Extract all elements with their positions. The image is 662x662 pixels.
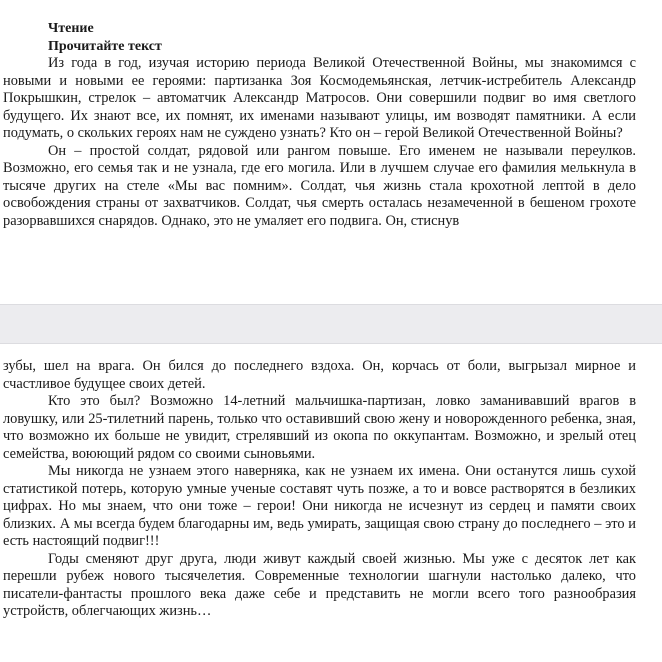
page-2-text [3,358,636,621]
paragraph-2-continuation: зубы, шел на врага. Он бился до последнего вздоха. Он, корчась от боли, выгрызал мирное и счастливое будущее своих детей. [3,358,636,392]
reading-instruction: Прочитайте текст [48,38,162,54]
page-separator [0,304,662,344]
paragraph-4: Мы никогда не узнаем этого наверняка, как не узнаем их имена. Они останутся лишь сухой статистикой потерь, которую умные ученые составят чуть позже, а то и вовсе растворятся в безликих цифрах. Но мы знаем, что они тоже – герои! Они никогда не исчезнут из сердец и памяти своих близких. А мы всегда будем благодарны им, ведь умирать, защищая свою страну до последнего – это и есть настоящий подвиг!!! [3,463,636,549]
paragraph-3: Кто это был? Возможно 14-летний мальчишка-партизан, ловко заманивавший врагов в ловушку, или 25-тилетний парень, только что оставивший свою жену и новорожденного ребенка, зная, что возможно их больше не увидит, стрелявший из окопа по оккупантам. Возможно, и зрелый отец семейства, воюющий рядом со своими сыновьями. [3,393,636,462]
paragraph-5: Годы сменяют друг друга, люди живут каждый своей жизнью. Мы уже с десяток лет как перешли рубеж нового тысячелетия. Современные технологии шагнули настолько далеко, что писатели-фантасты прошлого века даже себе и представить не могли всего того разнообразия устройств, облегчающих жизнь… [3,550,636,619]
section-title: Чтение [48,21,94,36]
document-page-2 [0,344,662,662]
paragraph-2: Он – простой солдат, рядовой или рангом повыше. Его именем не называли переулков. Возможно, его семья так и не узнала, где его могила. Или в лучшем случае его фамилия мелькнула в тысяче других на стеле «Мы вас помним». Солдат, чья жизнь стала крохотной лептой в дело освобождения страны от захватчиков. Солдат, чья смерть осталась незамеченной в бешеном грохоте разорвавшихся снарядов. Однако, это не умаляет его подвига. Он, стиснув [3,142,636,229]
document-page-1 [0,0,662,304]
paragraph-1: Из года в год, изучая историю периода Великой Отечественной Войны, мы знакомимся с новыми и новыми ее героями: партизанка Зоя Космодемьянская, летчик-истребитель Александр Покрышкин, стрелок – автоматчик Александр Матросов. Они совершили подвиг во имя светлого будущего. Их знают все, их помнят, их именами называют улицы, им возводят памятники. А если подумать, о скольких героях нам не суждено узнать? Кто он – герой Великой Отечественной Войны? [3,55,636,141]
page-1-text [3,20,636,230]
